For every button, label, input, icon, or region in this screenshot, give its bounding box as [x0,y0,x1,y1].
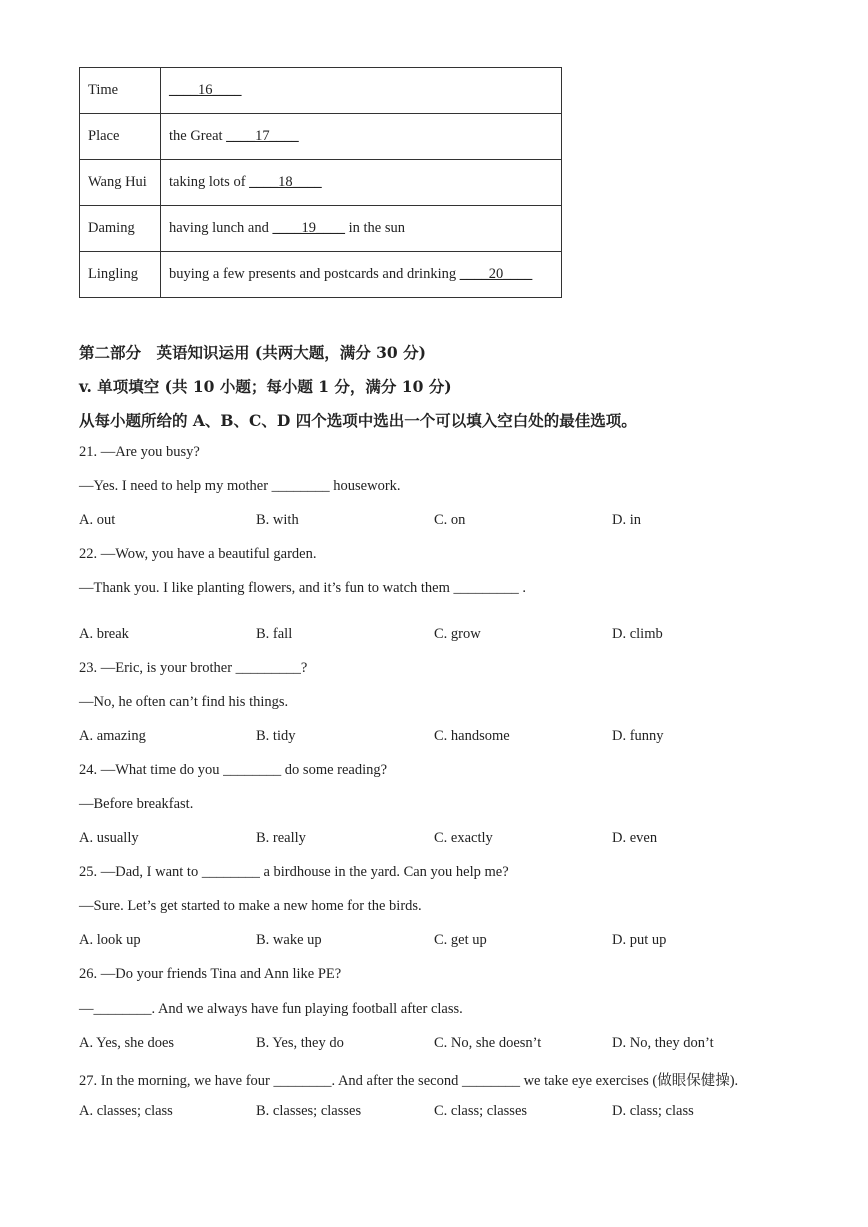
answer-option[interactable]: B. fall [256,626,293,642]
info-table-body [80,68,562,298]
row-value [161,68,562,114]
answer-option[interactable]: D. in [612,512,641,528]
question-stem: 22. —Wow, you have a beautiful garden. [79,546,317,562]
answer-option[interactable]: C. grow [434,626,481,642]
table-row [80,160,562,206]
answer-blank[interactable]: ____16____ [169,82,242,98]
question-response: —Sure. Let’s get started to make a new home for the birds. [79,898,422,914]
answer-blank[interactable]: ____18____ [249,174,322,190]
answer-option[interactable]: C. on [434,512,466,528]
answer-blank[interactable]: ____20____ [459,266,533,282]
answer-option[interactable]: D. even [612,830,658,846]
question-stem: 21. —Are you busy? [79,444,200,460]
answer-option[interactable]: D. funny [612,728,664,744]
answer-option[interactable]: A. out [79,512,116,528]
answer-option[interactable]: C. class; classes [434,1103,528,1119]
value-text-after: in the sun [345,220,406,236]
table-row [80,206,562,252]
question-stem: 23. —Eric, is your brother _________? [79,660,308,676]
instruction: 从每小题所给的 A、B、C、D 四个选项中选出一个可以填入空白处的最佳选项。 [79,411,637,430]
answer-option[interactable]: A. look up [79,932,141,948]
question-stem: 24. —What time do you ________ do some reading? [79,762,388,778]
table-row [80,252,562,298]
row-label: Lingling [80,252,161,298]
answer-option[interactable]: B. tidy [256,728,296,744]
row-value [161,252,562,298]
value-text: taking lots of [169,174,250,190]
row-value [161,206,562,252]
value-text: buying a few presents and postcards and drinking [169,266,460,282]
question-stem: 25. —Dad, I want to ________ a birdhouse in the yard. Can you help me? [79,864,509,880]
row-label: Wang Hui [80,160,161,206]
answer-option[interactable]: A. Yes, she does [79,1035,175,1051]
answer-option[interactable]: C. handsome [434,728,510,744]
answer-option[interactable]: A. usually [79,830,139,846]
value-text: the Great [169,128,227,144]
row-label: Time [80,68,161,114]
table-row [80,114,562,160]
answer-option[interactable]: D. No, they don’t [612,1035,714,1051]
row-label: Place [80,114,161,160]
answer-option[interactable]: C. get up [434,932,487,948]
answer-option[interactable]: D. climb [612,626,663,642]
question-response: —No, he often can’t find his things. [79,694,289,710]
answer-option[interactable]: D. class; class [612,1103,694,1119]
table-row [80,68,562,114]
answer-option[interactable]: B. classes; classes [256,1103,362,1119]
answer-blank[interactable]: ____19____ [272,220,345,236]
info-table [79,67,562,298]
answer-option[interactable]: B. really [256,830,306,846]
question-response: —Thank you. I like planting flowers, and it’s fun to watch them _________ . [79,580,527,596]
answer-option[interactable]: C. exactly [434,830,493,846]
answer-option[interactable]: A. classes; class [79,1103,173,1119]
question-response: —Before breakfast. [79,796,194,812]
answer-option[interactable]: B. wake up [256,932,322,948]
row-value [161,114,562,160]
answer-option[interactable]: C. No, she doesn’t [434,1035,542,1051]
answer-option[interactable]: B. Yes, they do [256,1035,344,1051]
row-value [161,160,562,206]
value-text: having lunch and [169,220,273,236]
row-label: Daming [80,206,161,252]
question-response: —________. And we always have fun playing football after class. [79,1001,463,1017]
question-response: —Yes. I need to help my mother ________ housework. [79,478,401,494]
answer-option[interactable]: D. put up [612,932,667,948]
answer-option[interactable]: B. with [256,512,299,528]
answer-option[interactable]: A. break [79,626,129,642]
answer-option[interactable]: A. amazing [79,728,146,744]
part-title: 第二部分 英语知识运用 (共两大题，满分 30 分) [79,343,426,362]
question-stem: 26. —Do your friends Tina and Ann like PE? [79,966,342,982]
subsection-title: v. 单项填空 (共 10 小题；每小题 1 分，满分 10 分) [79,377,452,396]
answer-blank[interactable]: ____17____ [226,128,299,144]
question-stem: 27. In the morning, we have four ________. And after the second ________ we take eye exercises (做眼保健操). [79,1073,739,1089]
